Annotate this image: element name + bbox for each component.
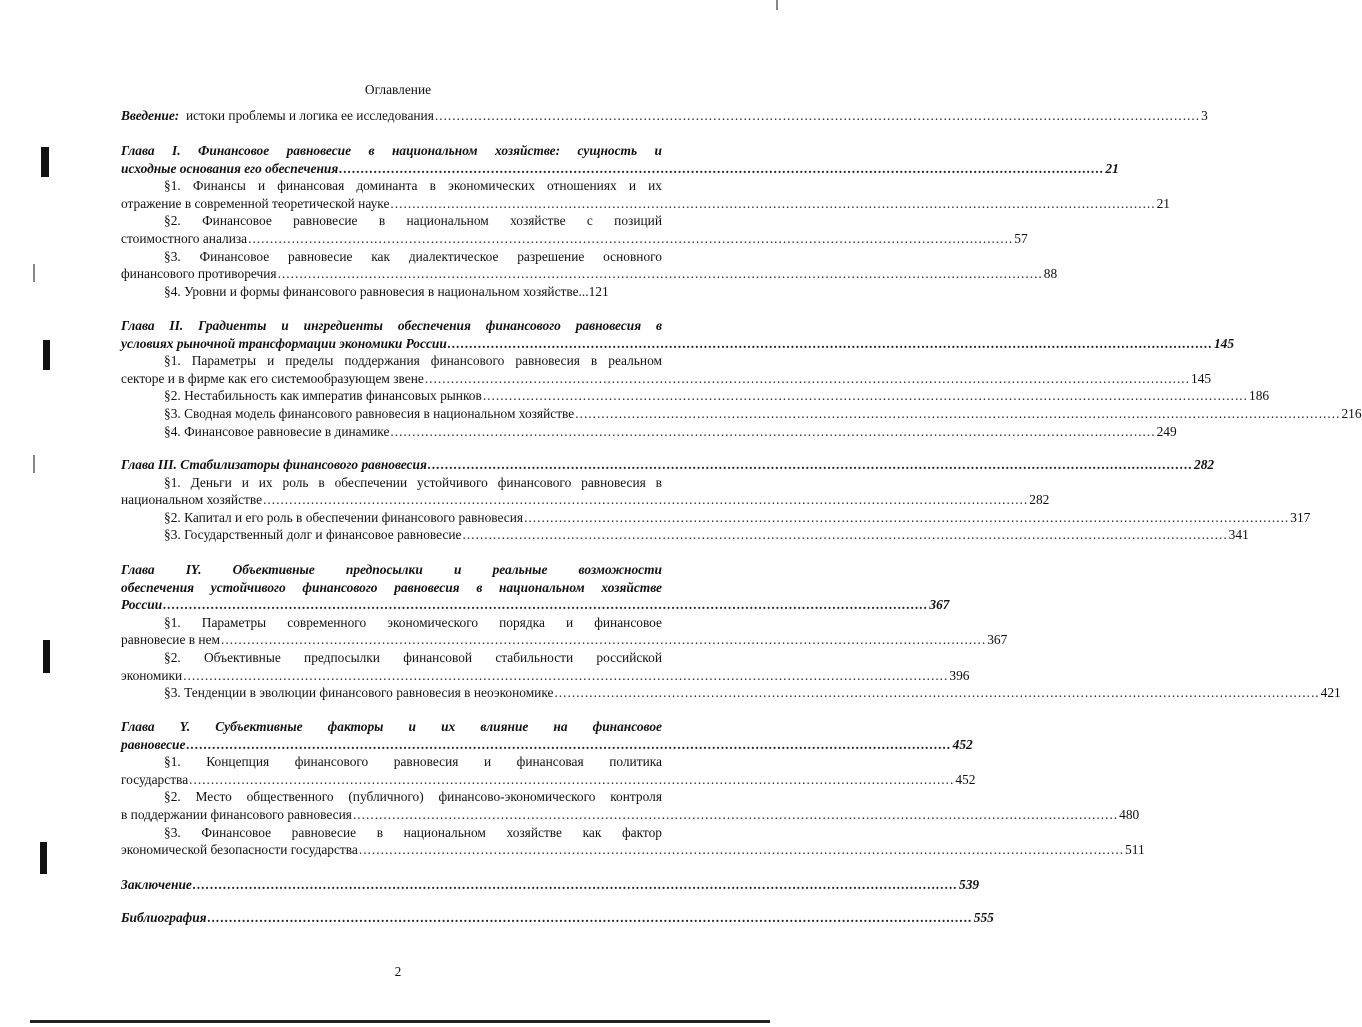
toc-chapter-4 [121, 561, 1341, 702]
toc-bibliography [121, 909, 994, 927]
toc-line [121, 107, 1208, 125]
page-ref: 555 [973, 910, 994, 925]
toc-line: государства ..... 452 [121, 771, 662, 789]
toc-line: секторе и в фирме как его системообразующем звене ..... 145 [121, 370, 662, 388]
scan-mark [43, 640, 50, 673]
toc-intro [121, 107, 1208, 125]
toc-conclusion [121, 876, 980, 894]
page-ref: 282 [1029, 492, 1050, 508]
toc-line: §3. Государственный долг и финансовое равновесие ..... 341 [121, 526, 662, 544]
page-ref: 186 [1249, 388, 1270, 404]
scan-mark [43, 340, 50, 370]
page-ref: 452 [952, 736, 973, 752]
chapter-title: Глава IY. Объективные предпосылки и реальные возможности [121, 562, 662, 577]
chapter-title: Глава Y. Субъективные факторы и их влияние на финансовое [121, 719, 662, 734]
scan-mark [41, 147, 49, 177]
page-ref: 249 [1156, 423, 1177, 439]
section-line: §1. Параметры современного экономического порядка и финансовое [164, 614, 662, 630]
chapter-title: Глава II. Градиенты и ингредиенты обеспечения финансового равновесия в [121, 318, 662, 333]
page-ref: 452 [955, 771, 976, 787]
page-title: Оглавление [364, 82, 432, 97]
page-ref: 88 [1043, 266, 1058, 282]
toc-line: Заключение ..... 539 [121, 876, 662, 894]
chapter-title: Глава I. Финансовое равновесие в национальном хозяйстве: сущность и [121, 143, 662, 158]
page-number: 2 [394, 964, 402, 979]
page-ref: 396 [949, 667, 970, 683]
toc-line: §4. Уровни и формы финансового равновесия в национальном хозяйстве... 121 [164, 283, 609, 299]
scan-mark [33, 264, 35, 282]
toc-line: национальном хозяйстве ..... 282 [121, 491, 662, 509]
toc-chapter-5 [121, 718, 1145, 859]
section-line: §1. Деньги и их роль в обеспечении устойчивого финансового равновесия в [164, 474, 662, 490]
section-line: §2. Финансовое равновесие в национальном хозяйстве с позиций [164, 213, 662, 229]
toc-line: экономики ..... 396 [121, 667, 662, 685]
section-line: §3. Финансовое равновесие как диалектическое разрешение основного [164, 248, 662, 264]
page-ref: 282 [1194, 457, 1215, 472]
toc-line: §4. Финансовое равновесие в динамике ..... 249 [121, 423, 662, 441]
page-ref: 216 [1341, 405, 1362, 421]
page-ref: 145 [1213, 335, 1235, 351]
toc-line: отражение в современной теоретической науке ..... 21 [121, 195, 662, 213]
toc-chapter-2 [121, 317, 1362, 440]
page-ref: 121 [588, 283, 609, 299]
toc-line: равновесие ..... 452 [121, 736, 662, 754]
toc-line: §3. Сводная модель финансового равновесия в национальном хозяйстве ..... 216 [121, 405, 662, 423]
section-line: §2. Объективные предпосылки финансовой стабильности российской [164, 649, 662, 665]
page-ref: 317 [1290, 509, 1311, 525]
toc-line: Глава III. Стабилизаторы финансового равновесия ..... 282 [121, 456, 662, 474]
toc-line: финансового противоречия ..... 88 [121, 265, 662, 283]
toc-line: §2. Нестабильность как императив финансовых рынков ..... 186 [121, 387, 662, 405]
toc-line: условиях рыночной трансформации экономики России ..... 145 [121, 335, 662, 353]
toc-line: экономической безопасности государства ..... 511 [121, 841, 662, 859]
page-ref: 539 [959, 877, 980, 892]
section-line: §1. Финансы и финансовая доминанта в экономических отношениях и их [164, 178, 662, 194]
chapter-title: обеспечения устойчивого финансового равновесия в национальном хозяйстве [121, 579, 662, 595]
page-ref: 421 [1320, 685, 1341, 701]
toc-line: равновесие в нем ..... 367 [121, 631, 662, 649]
toc-line: России ..... 367 [121, 596, 662, 614]
toc-line: в поддержании финансового равновесия ..... 480 [121, 806, 662, 824]
toc-line: исходные основания его обеспечения ..... 21 [121, 160, 662, 178]
toc-chapter-3 [121, 456, 1311, 544]
toc-line: §3. Тенденции в эволюции финансового равновесия в неоэкономике ..... 421 [121, 684, 662, 702]
scan-mark [40, 842, 47, 874]
section-line: §2. Место общественного (публичного) финансово-экономического контроля [164, 789, 662, 805]
intro-label: Введение: [121, 108, 180, 123]
page-ref: 21 [1156, 195, 1170, 211]
toc-line: стоимостного анализа ..... 57 [121, 230, 662, 248]
section-line: §3. Финансовое равновесие в национальном хозяйстве как фактор [164, 824, 662, 840]
scan-edge-line [30, 1020, 770, 1023]
page-ref: 145 [1191, 370, 1212, 386]
toc-chapter-1 [121, 142, 1170, 300]
page-ref: 57 [1014, 230, 1028, 246]
page-ref: 367 [987, 632, 1008, 648]
page-ref: 367 [929, 597, 950, 613]
page-ref: 511 [1125, 842, 1145, 858]
section-line: §1. Концепция финансового равновесия и финансовая политика [164, 754, 662, 770]
scan-mark [776, 0, 778, 10]
intro-text: истоки проблемы и логика ее исследования [185, 108, 434, 123]
section-line: §1. Параметры и пределы поддержания финансового равновесия в реальном [164, 353, 662, 369]
page-ref: 21 [1105, 160, 1119, 176]
toc-line: §2. Капитал и его роль в обеспечении финансового равновесия ..... 317 [121, 509, 662, 527]
scan-mark [33, 455, 35, 473]
toc-line: Библиография ..... 555 [121, 909, 662, 927]
page-ref: 480 [1119, 806, 1140, 822]
page-ref: 341 [1228, 527, 1249, 543]
page-ref: 3 [1201, 108, 1208, 123]
